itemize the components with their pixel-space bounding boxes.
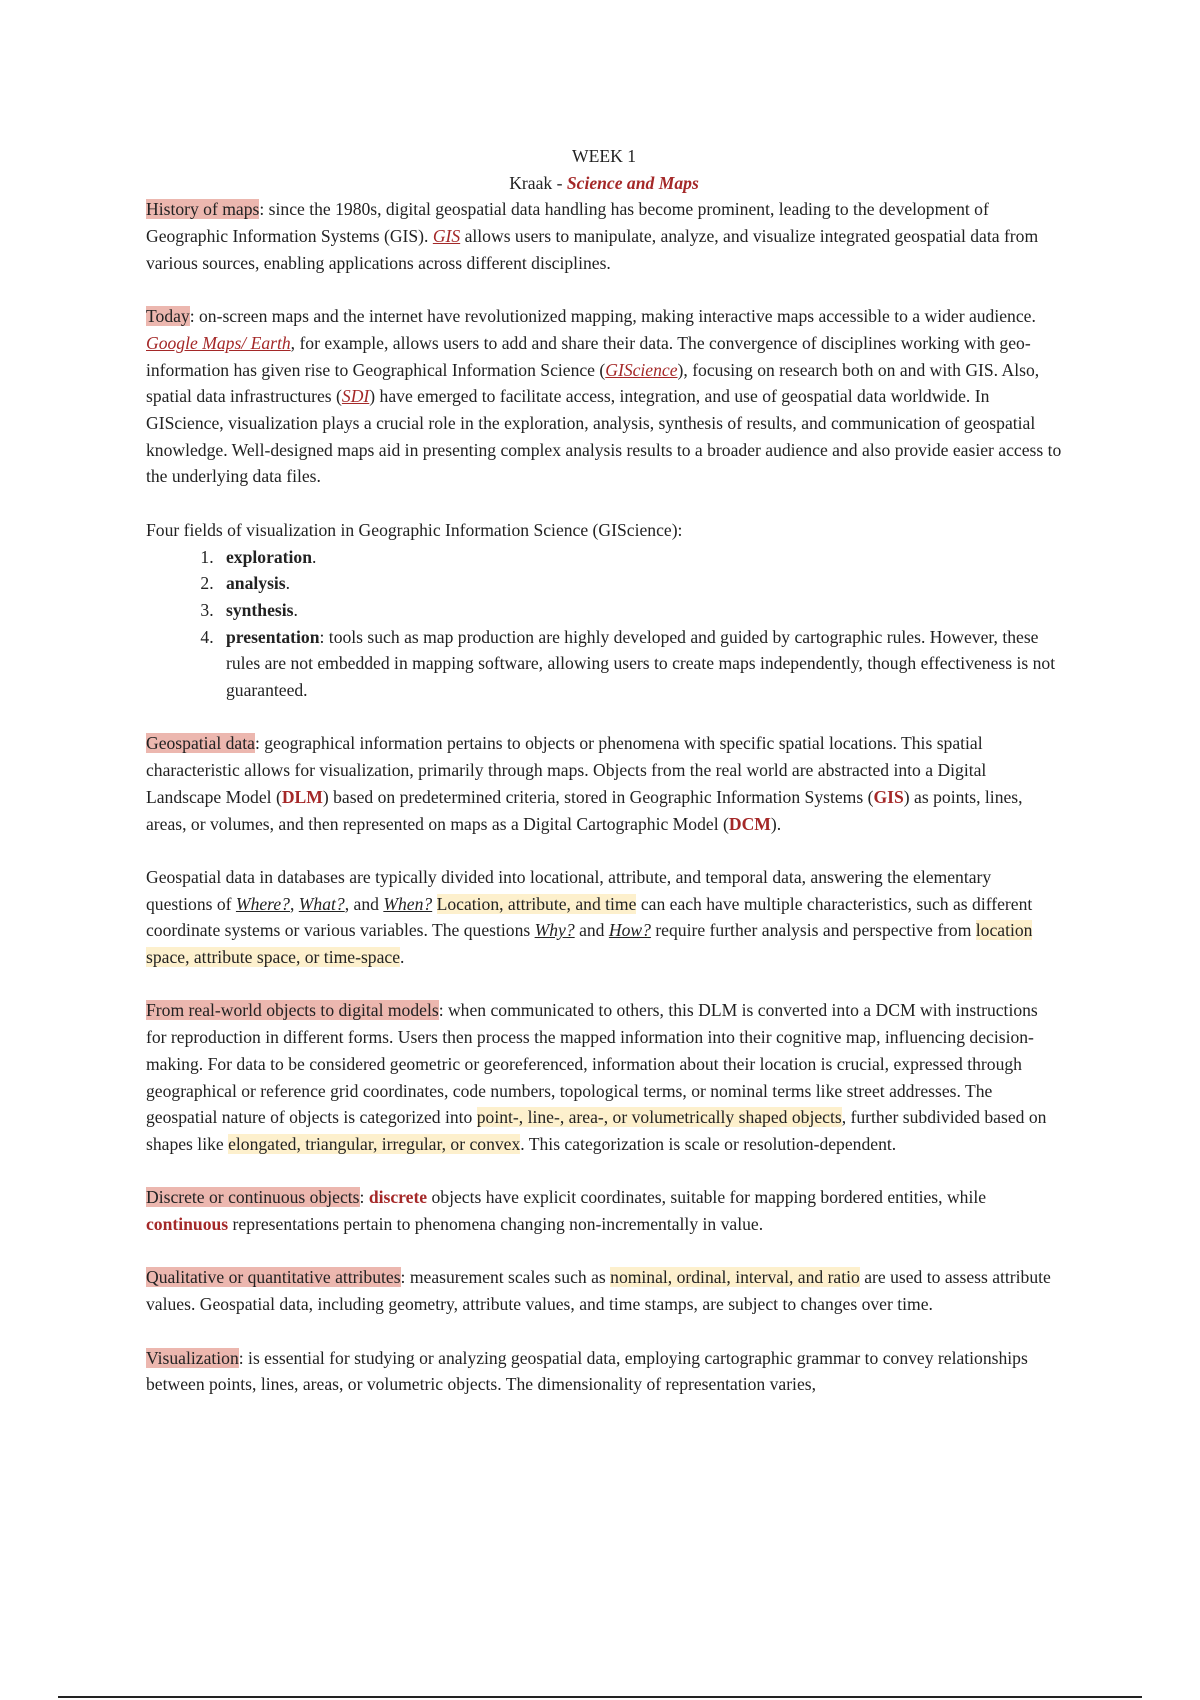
- paragraph-text: can each have multiple characteristics, such as different coordinate systems or various variables. The questions: [146, 893, 1033, 941]
- paragraph-text: are used to assess attribute values. Geospatial data, including geometry, attribute values, and time stamps, are subject to changes over time.: [146, 1267, 1051, 1315]
- paragraph-text: : when communicated to others, this DLM is converted into a DCM with instructions for reproduction in different forms. Users then process the mapped information into their cognitive map, influencing decision-making. For data to be considered geometric or georeferenced, information about their location is crucial, expressed through geographical or reference grid coordinates, code numbers, topological terms, or nominal terms like street addresses. The geospatial nature of objects is categorized into: [146, 1000, 1038, 1128]
- list-item: [218, 624, 1062, 704]
- paragraph-text: ) have emerged to facilitate access, integration, and use of geospatial data worldwide. In GIScience, visualization plays a crucial role in the exploration, analysis, synthesis of results, and communication of geospatial knowledge. Well-designed maps aid in presenting complex analysis results to a broader audience and also provide easier access to the underlying data files.: [146, 386, 1062, 487]
- highlight-term: Qualitative or quantitative attributes: [146, 1267, 401, 1288]
- list-item: [218, 597, 1062, 624]
- document-title: [146, 170, 1062, 197]
- list-item-text: : tools such as map production are highly developed and guided by cartographic rules. However, these rules are not embedded in mapping software, allowing users to create maps independently, though effectiveness is not guaranteed.: [226, 626, 1056, 701]
- list-item-text: .: [285, 573, 291, 594]
- paragraph-geospatial-data: [146, 730, 1062, 837]
- paragraph-text: representations pertain to phenomena changing non-incrementally in value.: [228, 1214, 764, 1235]
- highlight-phrase: point-, line-, area-, or volumetrically shaped objects: [476, 1107, 842, 1128]
- highlight-term: Geospatial data: [146, 733, 255, 754]
- highlight-term: Visualization: [146, 1347, 239, 1368]
- paragraph-attributes: [146, 1264, 1062, 1317]
- paragraph-text: objects have explicit coordinates, suitable for mapping bordered entities, while: [427, 1187, 987, 1208]
- list-item: [218, 544, 1062, 571]
- paragraph-visualization: [146, 1345, 1062, 1398]
- document-page: [146, 143, 1062, 1425]
- why-link[interactable]: Why?: [534, 920, 575, 941]
- gis-term: GIS: [873, 786, 904, 807]
- paragraph-text: : since the 1980s, digital geospatial data handling has become prominent, leading to the development of Geographic Information Systems (GIS).: [146, 199, 989, 247]
- author-name: Kraak: [509, 172, 553, 193]
- separator-text: [432, 894, 436, 914]
- fields-intro: Four fields of visualization in Geographic Information Science (GIScience):: [146, 519, 683, 540]
- how-link[interactable]: How?: [608, 920, 651, 941]
- list-item-label: exploration: [226, 546, 313, 567]
- paragraph-text: , further subdivided based on shapes like: [146, 1107, 1047, 1154]
- discrete-term: discrete: [368, 1187, 428, 1208]
- list-item-label: synthesis: [226, 599, 294, 620]
- fields-list: [146, 544, 1062, 704]
- google-maps-link[interactable]: Google Maps/ Earth: [146, 332, 291, 353]
- sdi-link[interactable]: SDI: [341, 386, 370, 407]
- paragraph-text: allows users to manipulate, analyze, and visualize integrated geospatial data from various sources, enabling applications across different disciplines.: [146, 226, 1039, 273]
- when-link[interactable]: When?: [383, 893, 433, 914]
- separator-text: , and: [344, 893, 384, 914]
- paragraph-discrete-continuous: [146, 1184, 1062, 1237]
- page-bottom-divider: [58, 1696, 1142, 1698]
- list-item-text: .: [293, 599, 298, 620]
- dcm-term: DCM: [728, 813, 771, 834]
- paragraph-text: ) based on predetermined criteria, stored in Geographic Information Systems (: [322, 786, 874, 807]
- gis-link[interactable]: GIS: [432, 226, 461, 247]
- list-item-text: .: [312, 546, 317, 567]
- highlight-term: From real-world objects to digital models: [146, 1000, 439, 1021]
- list-item-label: presentation: [226, 626, 320, 647]
- highlight-phrase: location space, attribute space, or time-space: [146, 920, 1033, 968]
- paragraph-text: : on-screen maps and the internet have revolutionized mapping, making interactive maps accessible to a wider audience.: [189, 306, 1036, 327]
- highlight-term: Today: [146, 306, 190, 327]
- paragraph-text: .: [400, 947, 405, 968]
- highlight-term: History of maps: [146, 199, 260, 220]
- what-link[interactable]: What?: [298, 893, 345, 914]
- paragraph-text: ) as points, lines, areas, or volumes, and then represented on maps as a Digital Cartographic Model (: [146, 786, 1023, 834]
- highlight-phrase: elongated, triangular, irregular, or convex: [228, 1133, 521, 1154]
- title-separator: -: [552, 172, 567, 193]
- highlight-term: Discrete or continuous objects: [146, 1187, 360, 1208]
- continuous-term: continuous: [146, 1214, 229, 1235]
- paragraph-text: , for example, allows users to add and share their data. The convergence of disciplines working with geo-information has given rise to Geographical Information Science (: [146, 332, 1031, 380]
- paragraph-real-world-objects: [146, 997, 1062, 1157]
- list-item: [218, 570, 1062, 597]
- title-text: Science and Maps: [566, 172, 699, 193]
- week-heading: WEEK 1: [571, 146, 636, 166]
- separator-text: ,: [289, 893, 299, 914]
- separator-text: and: [574, 920, 609, 941]
- paragraph-text: :: [359, 1187, 369, 1208]
- paragraph-text: . This categorization is scale or resolution-dependent.: [520, 1133, 897, 1154]
- paragraph-history-of-maps: [146, 196, 1062, 276]
- where-link[interactable]: Where?: [235, 893, 290, 914]
- paragraph-text: : is essential for studying or analyzing geospatial data, employing cartographic grammar to convey relationships between points, lines, areas, or volumetric objects. The dimensionality of representation varies,: [146, 1347, 1028, 1395]
- paragraph-databases: [146, 864, 1062, 971]
- giscience-link[interactable]: GIScience: [605, 359, 678, 380]
- highlight-phrase: nominal, ordinal, interval, and ratio: [610, 1267, 860, 1288]
- paragraph-text: ), focusing on research both on and with GIS. Also, spatial data infrastructures (: [146, 359, 1040, 407]
- paragraph-today: [146, 303, 1062, 490]
- highlight-phrase: Location, attribute, and time: [436, 893, 637, 914]
- paragraph-text: Geospatial data in databases are typically divided into locational, attribute, and temporal data, answering the elementary questions of: [146, 866, 992, 914]
- list-item-label: analysis: [226, 573, 286, 594]
- dlm-term: DLM: [281, 786, 323, 807]
- paragraph-text: : geographical information pertains to objects or phenomena with specific spatial locations. This spatial characteristic allows for visualization, primarily through maps. Objects from the real world are abstracted into a Digital Landscape Model (: [146, 733, 987, 807]
- paragraph-text: require further analysis and perspective from: [650, 920, 976, 941]
- paragraph-text: : measurement scales such as: [400, 1267, 611, 1288]
- paragraph-text: ).: [770, 813, 782, 834]
